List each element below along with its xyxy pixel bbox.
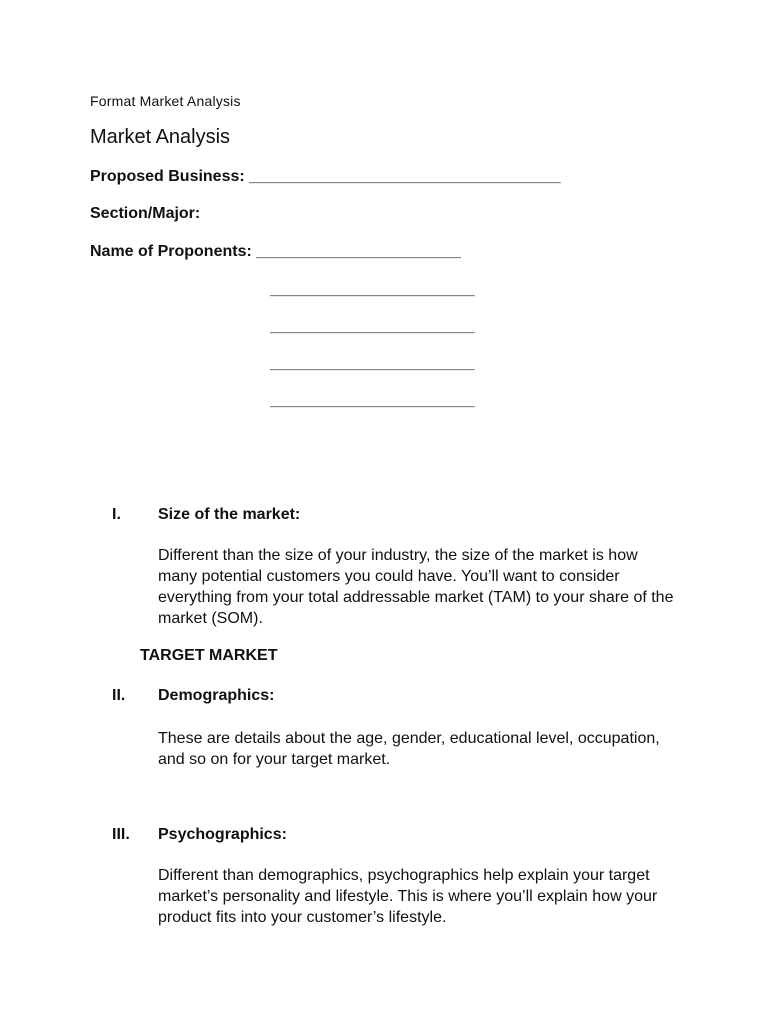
section-major-label: Section/Major:	[90, 205, 201, 222]
proposed-business-blank: ___________________________________	[249, 168, 561, 185]
document-title: Market Analysis	[90, 126, 231, 148]
proponents-label: Name of Proponents:	[90, 243, 252, 260]
section-numeral: I.	[112, 506, 121, 523]
section-heading: Psychographics:	[158, 826, 287, 843]
target-market-label: TARGET MARKET	[140, 647, 278, 664]
proponent-line: _______________________	[270, 392, 475, 409]
proponent-line: _______________________	[270, 318, 475, 335]
section-body: These are details about the age, gender, educational level, occupation, and so on for your target market.	[158, 730, 660, 768]
proponents-field	[90, 243, 461, 261]
section-numeral: III.	[112, 826, 130, 843]
proponent-line: _______________________	[270, 281, 475, 298]
document-label: Format Market Analysis	[90, 93, 241, 109]
section-numeral: II.	[112, 687, 126, 704]
proposed-business-field	[90, 168, 561, 186]
section-heading: Size of the market:	[158, 506, 301, 523]
proposed-business-label: Proposed Business:	[90, 168, 245, 185]
proponents-blank: _______________________	[256, 243, 461, 260]
section-heading: Demographics:	[158, 687, 275, 704]
section-body: Different than the size of your industry, the size of the market is how many potential customers you could have. You’ll want to consider everything from your total addressable market (TAM) to your share of the market (SOM).	[158, 547, 674, 627]
proponent-line: _______________________	[270, 355, 475, 372]
section-body: Different than demographics, psychographics help explain your target market’s personality and lifestyle. This is where you’ll explain how your product fits into your customer’s lifestyle.	[158, 867, 658, 926]
